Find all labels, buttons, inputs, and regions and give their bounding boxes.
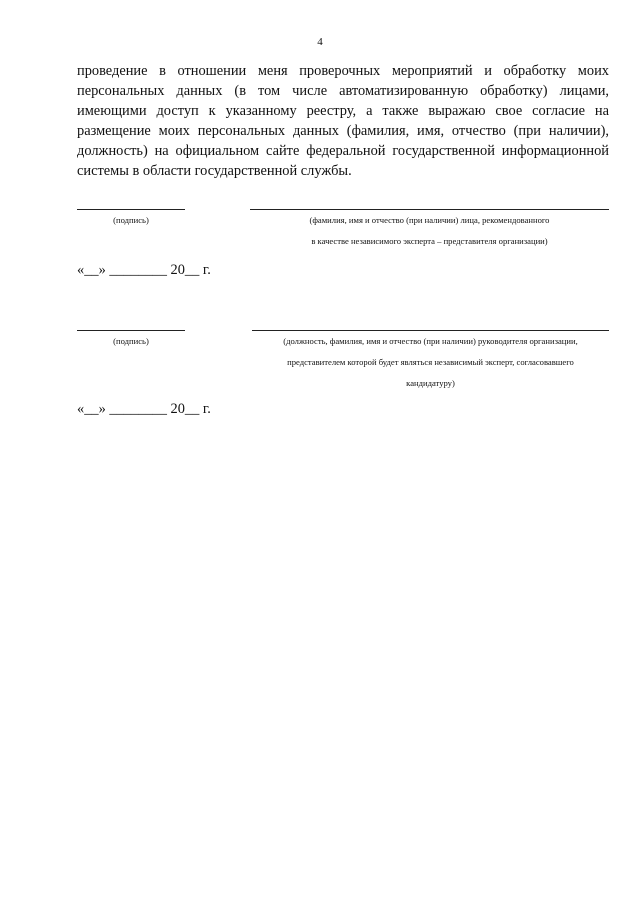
paragraph-line: системы в области государственной службы. xyxy=(77,163,352,179)
signature-caption: (подпись) xyxy=(113,215,149,225)
signature-caption: (подпись) xyxy=(113,336,149,346)
consent-paragraph xyxy=(77,61,609,181)
caption-line: кандидатуру) xyxy=(406,378,455,388)
paragraph-line: проведение в отношении меня проверочных мероприятий и обработку моих xyxy=(77,63,609,79)
caption-line: (должность, фамилия, имя и отчество (при наличии) руководителя организации, xyxy=(283,336,578,346)
date-field: «__» ________ 20__ г. xyxy=(77,401,211,417)
date-field: «__» ________ 20__ г. xyxy=(77,262,211,278)
page-number: 4 xyxy=(317,36,323,48)
paragraph-line: имеющими доступ к указанному реестру, а также выражаю свое согласие на xyxy=(77,103,609,119)
caption-line: представителем которой будет являться независимый эксперт, согласовавшего xyxy=(287,357,574,367)
name-caption xyxy=(250,210,609,252)
caption-line: в качестве независимого эксперта – представителя организации) xyxy=(311,236,548,246)
paragraph-line: должность) на официальном сайте федеральной государственной информационной xyxy=(77,143,609,159)
paragraph-line: размещение моих персональных данных (фамилия, имя, отчество (при наличии), xyxy=(77,123,609,139)
caption-line: (фамилия, имя и отчество (при наличии) лица, рекомендованного xyxy=(309,215,550,225)
paragraph-line: персональных данных (в том числе автоматизированную обработку) лицами, xyxy=(77,83,609,99)
name-caption xyxy=(252,331,609,394)
